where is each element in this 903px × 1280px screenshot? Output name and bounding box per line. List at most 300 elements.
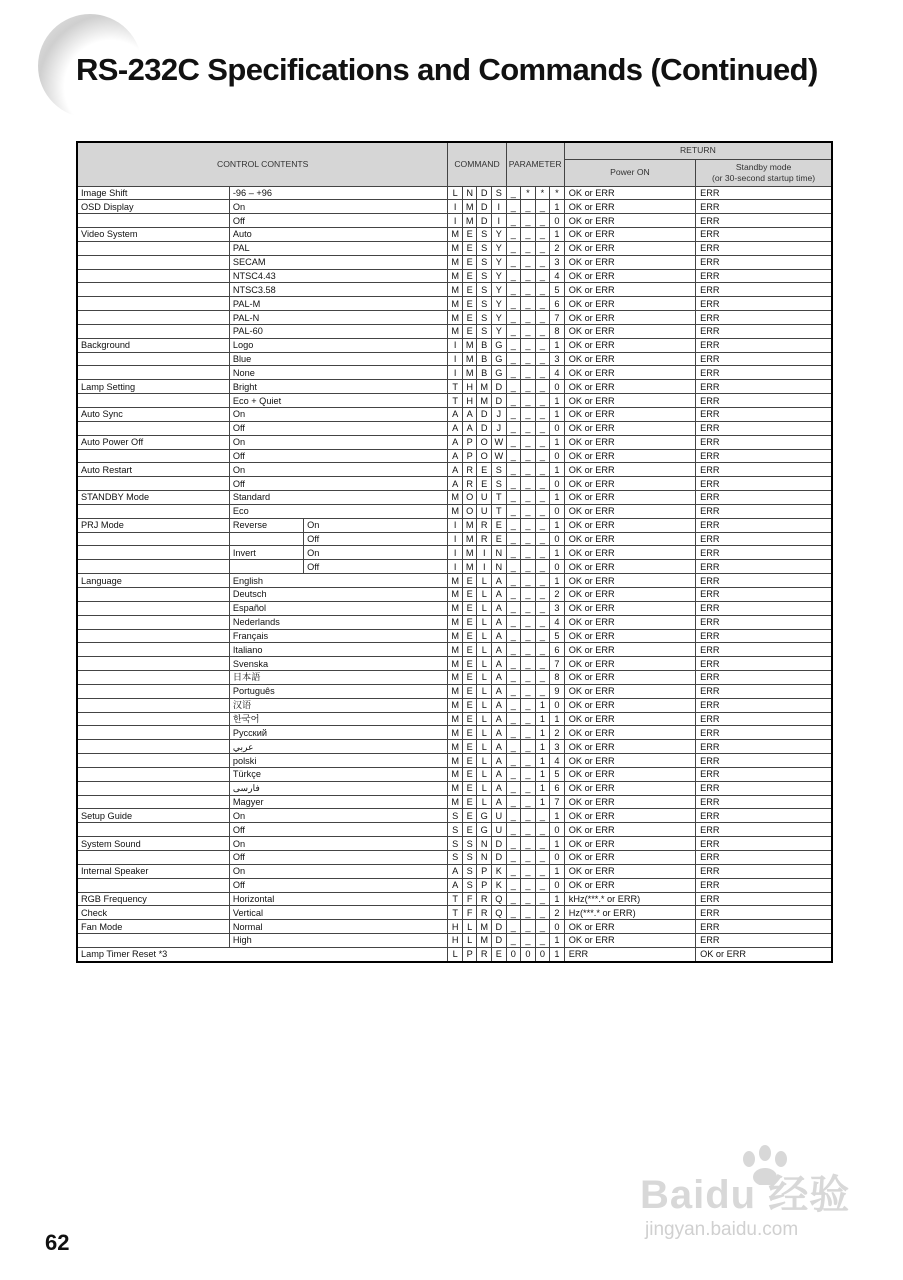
parameter-char: 4 <box>550 269 565 283</box>
return-power-on: OK or ERR <box>564 712 695 726</box>
command-char: Y <box>492 297 507 311</box>
table-row <box>77 587 832 601</box>
control-setting: عربي <box>229 740 448 754</box>
table-row <box>77 504 832 518</box>
parameter-char: _ <box>521 324 536 338</box>
parameter-char: _ <box>521 255 536 269</box>
return-standby: ERR <box>696 851 832 865</box>
return-standby: ERR <box>696 311 832 325</box>
table-row <box>77 809 832 823</box>
command-char: M <box>477 380 492 394</box>
command-char: L <box>477 587 492 601</box>
command-char: S <box>477 324 492 338</box>
parameter-char: 1 <box>550 435 565 449</box>
parameter-char: 1 <box>535 726 550 740</box>
control-setting: -96 – +96 <box>229 186 448 200</box>
control-item <box>77 311 229 325</box>
control-setting: On <box>229 408 448 422</box>
control-item <box>77 878 229 892</box>
parameter-char: 2 <box>550 726 565 740</box>
command-char: A <box>448 435 463 449</box>
parameter-char: _ <box>521 214 536 228</box>
return-power-on: OK or ERR <box>564 269 695 283</box>
table-body <box>77 186 832 962</box>
command-char: I <box>448 532 463 546</box>
parameter-char: _ <box>506 255 521 269</box>
command-char: I <box>448 338 463 352</box>
return-standby: ERR <box>696 186 832 200</box>
table-row <box>77 532 832 546</box>
parameter-char: _ <box>506 324 521 338</box>
parameter-char: _ <box>521 920 536 934</box>
parameter-char: _ <box>506 269 521 283</box>
command-char: L <box>477 767 492 781</box>
parameter-char: * <box>535 186 550 200</box>
command-char: J <box>492 421 507 435</box>
parameter-char: _ <box>506 200 521 214</box>
table-row <box>77 380 832 394</box>
parameter-char: _ <box>506 338 521 352</box>
control-item <box>77 283 229 297</box>
control-item: Auto Restart <box>77 463 229 477</box>
command-char: E <box>492 947 507 961</box>
command-char: M <box>448 684 463 698</box>
command-char: Y <box>492 241 507 255</box>
command-char: L <box>462 934 477 948</box>
parameter-char: 1 <box>550 491 565 505</box>
header-power-on: Power ON <box>564 159 695 186</box>
return-standby: ERR <box>696 864 832 878</box>
parameter-char: 7 <box>550 311 565 325</box>
parameter-char: _ <box>506 518 521 532</box>
command-char: A <box>492 698 507 712</box>
table-row <box>77 435 832 449</box>
return-power-on: OK or ERR <box>564 463 695 477</box>
return-standby: ERR <box>696 491 832 505</box>
return-standby: ERR <box>696 795 832 809</box>
command-char: T <box>448 906 463 920</box>
control-setting: Eco + Quiet <box>229 394 448 408</box>
command-char: E <box>462 283 477 297</box>
parameter-char: 1 <box>550 228 565 242</box>
parameter-char: _ <box>506 671 521 685</box>
parameter-char: 1 <box>535 712 550 726</box>
parameter-char: _ <box>521 297 536 311</box>
table-row <box>77 601 832 615</box>
table-row <box>77 726 832 740</box>
return-standby: ERR <box>696 684 832 698</box>
table-row <box>77 352 832 366</box>
control-setting: PAL-N <box>229 311 448 325</box>
parameter-char: _ <box>535 657 550 671</box>
return-standby: ERR <box>696 781 832 795</box>
command-char: B <box>477 352 492 366</box>
command-char: E <box>477 463 492 477</box>
parameter-char: _ <box>506 477 521 491</box>
command-char: I <box>448 518 463 532</box>
table-row <box>77 878 832 892</box>
parameter-char: _ <box>506 837 521 851</box>
control-item: System Sound <box>77 837 229 851</box>
command-char: M <box>462 518 477 532</box>
parameter-char: _ <box>535 352 550 366</box>
command-char: M <box>448 740 463 754</box>
parameter-char: 1 <box>535 781 550 795</box>
command-char: A <box>492 726 507 740</box>
command-char: R <box>462 477 477 491</box>
return-standby: ERR <box>696 408 832 422</box>
parameter-char: 0 <box>550 477 565 491</box>
command-table <box>76 141 833 963</box>
command-char: E <box>462 809 477 823</box>
command-char: I <box>477 546 492 560</box>
return-power-on: OK or ERR <box>564 795 695 809</box>
parameter-char: _ <box>506 574 521 588</box>
command-char: Q <box>492 906 507 920</box>
parameter-char: 9 <box>550 684 565 698</box>
table-row <box>77 767 832 781</box>
return-standby: ERR <box>696 587 832 601</box>
parameter-char: _ <box>521 435 536 449</box>
parameter-char: _ <box>535 255 550 269</box>
parameter-char: 1 <box>535 698 550 712</box>
return-power-on: OK or ERR <box>564 408 695 422</box>
command-char: F <box>462 906 477 920</box>
parameter-char: _ <box>506 934 521 948</box>
control-item <box>77 934 229 948</box>
control-setting: فارسی <box>229 781 448 795</box>
return-power-on: OK or ERR <box>564 283 695 297</box>
command-char: L <box>477 684 492 698</box>
command-char: I <box>477 560 492 574</box>
command-char: L <box>448 947 463 961</box>
parameter-char: _ <box>535 214 550 228</box>
return-power-on: OK or ERR <box>564 587 695 601</box>
control-item <box>77 767 229 781</box>
parameter-char: _ <box>506 601 521 615</box>
return-power-on: OK or ERR <box>564 338 695 352</box>
command-char: A <box>492 781 507 795</box>
control-setting: On <box>229 200 448 214</box>
page-title: RS-232C Specifications and Commands (Continued) <box>76 52 818 87</box>
table-row <box>77 269 832 283</box>
parameter-char: _ <box>535 934 550 948</box>
parameter-char: _ <box>506 754 521 768</box>
table-row <box>77 546 832 560</box>
return-standby: ERR <box>696 615 832 629</box>
control-item: Video System <box>77 228 229 242</box>
return-power-on: OK or ERR <box>564 781 695 795</box>
control-item: Background <box>77 338 229 352</box>
command-char: L <box>477 671 492 685</box>
control-setting: NTSC4.43 <box>229 269 448 283</box>
control-setting: Deutsch <box>229 587 448 601</box>
return-power-on: OK or ERR <box>564 449 695 463</box>
return-standby: ERR <box>696 504 832 518</box>
control-setting: Off <box>229 214 448 228</box>
command-char: G <box>477 809 492 823</box>
return-standby: ERR <box>696 560 832 574</box>
parameter-char: 5 <box>550 767 565 781</box>
return-power-on: OK or ERR <box>564 934 695 948</box>
command-char: A <box>448 421 463 435</box>
command-char: E <box>462 311 477 325</box>
control-item <box>77 851 229 865</box>
parameter-char: _ <box>506 463 521 477</box>
table-row <box>77 283 832 297</box>
return-power-on: OK or ERR <box>564 435 695 449</box>
parameter-char: _ <box>521 352 536 366</box>
command-char: L <box>477 657 492 671</box>
parameter-char: _ <box>535 878 550 892</box>
table-row <box>77 518 832 532</box>
control-setting: High <box>229 934 448 948</box>
command-char: O <box>477 435 492 449</box>
parameter-char: 1 <box>550 200 565 214</box>
parameter-char: _ <box>535 920 550 934</box>
return-standby: ERR <box>696 934 832 948</box>
control-item: Language <box>77 574 229 588</box>
command-char: M <box>448 297 463 311</box>
parameter-char: 1 <box>535 767 550 781</box>
return-standby: ERR <box>696 297 832 311</box>
return-standby: ERR <box>696 324 832 338</box>
return-standby: ERR <box>696 518 832 532</box>
control-item: STANDBY Mode <box>77 491 229 505</box>
control-item <box>77 477 229 491</box>
table-row <box>77 338 832 352</box>
parameter-char: 1 <box>550 934 565 948</box>
command-char: A <box>448 449 463 463</box>
control-setting: PAL-60 <box>229 324 448 338</box>
return-power-on: OK or ERR <box>564 878 695 892</box>
control-item <box>77 214 229 228</box>
table-row <box>77 781 832 795</box>
control-setting: Vertical <box>229 906 448 920</box>
parameter-char: _ <box>535 269 550 283</box>
parameter-char: _ <box>535 560 550 574</box>
parameter-char: _ <box>506 241 521 255</box>
command-char: A <box>492 574 507 588</box>
control-setting: NTSC3.58 <box>229 283 448 297</box>
return-standby: ERR <box>696 837 832 851</box>
command-char: D <box>492 837 507 851</box>
table-row <box>77 643 832 657</box>
return-power-on: OK or ERR <box>564 837 695 851</box>
parameter-char: 1 <box>550 864 565 878</box>
parameter-char: _ <box>506 615 521 629</box>
table-row <box>77 574 832 588</box>
parameter-char: _ <box>535 297 550 311</box>
parameter-char: _ <box>535 241 550 255</box>
return-power-on: OK or ERR <box>564 324 695 338</box>
parameter-char: _ <box>521 574 536 588</box>
parameter-char: * <box>521 186 536 200</box>
return-standby: ERR <box>696 380 832 394</box>
command-char: Q <box>492 892 507 906</box>
return-standby: ERR <box>696 214 832 228</box>
control-item <box>77 394 229 408</box>
table-row <box>77 366 832 380</box>
control-item: Setup Guide <box>77 809 229 823</box>
control-setting: Standard <box>229 491 448 505</box>
command-char: N <box>462 186 477 200</box>
return-standby: ERR <box>696 352 832 366</box>
command-char: D <box>492 394 507 408</box>
control-sub-setting: Off <box>304 532 448 546</box>
command-char: M <box>448 587 463 601</box>
command-char: S <box>462 864 477 878</box>
command-char: M <box>477 394 492 408</box>
parameter-char: _ <box>506 795 521 809</box>
command-char: I <box>492 200 507 214</box>
parameter-char: _ <box>521 781 536 795</box>
table-row <box>77 740 832 754</box>
parameter-char: _ <box>521 657 536 671</box>
control-item <box>77 324 229 338</box>
control-item <box>77 657 229 671</box>
control-setting: On <box>229 435 448 449</box>
return-power-on: OK or ERR <box>564 311 695 325</box>
parameter-char: _ <box>521 449 536 463</box>
parameter-char: _ <box>521 241 536 255</box>
control-setting: Русский <box>229 726 448 740</box>
command-char: S <box>462 837 477 851</box>
command-char: P <box>477 878 492 892</box>
command-char: S <box>477 228 492 242</box>
command-char: L <box>477 643 492 657</box>
return-standby: ERR <box>696 228 832 242</box>
parameter-char: _ <box>535 463 550 477</box>
parameter-char: 4 <box>550 366 565 380</box>
control-item <box>77 546 229 560</box>
parameter-char: _ <box>535 380 550 394</box>
command-char: R <box>477 518 492 532</box>
return-power-on: OK or ERR <box>564 643 695 657</box>
control-setting: Off <box>229 449 448 463</box>
command-char: I <box>448 200 463 214</box>
command-char: N <box>477 851 492 865</box>
parameter-char: 1 <box>550 394 565 408</box>
parameter-char: _ <box>521 851 536 865</box>
parameter-char: _ <box>506 435 521 449</box>
command-char: S <box>462 878 477 892</box>
return-standby: ERR <box>696 601 832 615</box>
command-char: S <box>448 837 463 851</box>
parameter-char: _ <box>506 823 521 837</box>
parameter-char: _ <box>506 629 521 643</box>
parameter-char: 1 <box>550 463 565 477</box>
command-char: M <box>448 241 463 255</box>
return-power-on: OK or ERR <box>564 629 695 643</box>
return-power-on: kHz(***.* or ERR) <box>564 892 695 906</box>
control-setting: polski <box>229 754 448 768</box>
command-char: E <box>462 657 477 671</box>
command-char: A <box>448 878 463 892</box>
control-setting: Bright <box>229 380 448 394</box>
control-item <box>77 560 229 574</box>
command-char: P <box>477 864 492 878</box>
table-row <box>77 408 832 422</box>
parameter-char: _ <box>521 366 536 380</box>
command-char: M <box>448 228 463 242</box>
control-item <box>77 726 229 740</box>
table-row <box>77 477 832 491</box>
return-power-on: OK or ERR <box>564 657 695 671</box>
return-standby: ERR <box>696 823 832 837</box>
return-power-on: OK or ERR <box>564 560 695 574</box>
parameter-char: _ <box>521 560 536 574</box>
command-char: G <box>492 338 507 352</box>
return-standby: ERR <box>696 906 832 920</box>
command-char: S <box>462 851 477 865</box>
control-item <box>77 698 229 712</box>
return-power-on: OK or ERR <box>564 394 695 408</box>
command-char: M <box>448 269 463 283</box>
control-setting: Reverse <box>229 518 303 532</box>
table-row <box>77 311 832 325</box>
parameter-char: _ <box>535 629 550 643</box>
parameter-char: _ <box>521 643 536 657</box>
command-char: A <box>492 712 507 726</box>
table-row <box>77 698 832 712</box>
parameter-char: 1 <box>550 892 565 906</box>
return-standby: ERR <box>696 878 832 892</box>
command-char: T <box>448 892 463 906</box>
parameter-char: _ <box>521 546 536 560</box>
control-item <box>77 366 229 380</box>
parameter-char: _ <box>535 671 550 685</box>
control-setting: None <box>229 366 448 380</box>
parameter-char: _ <box>521 421 536 435</box>
parameter-char: _ <box>521 463 536 477</box>
command-char: I <box>448 546 463 560</box>
command-char: S <box>448 809 463 823</box>
command-char: A <box>448 477 463 491</box>
command-char: A <box>492 601 507 615</box>
table-row <box>77 186 832 200</box>
parameter-char: _ <box>535 546 550 560</box>
parameter-char: _ <box>521 671 536 685</box>
parameter-char: _ <box>506 394 521 408</box>
parameter-char: _ <box>506 906 521 920</box>
command-char: M <box>448 491 463 505</box>
return-power-on: OK or ERR <box>564 214 695 228</box>
control-setting <box>229 560 303 574</box>
table-row <box>77 241 832 255</box>
return-standby: ERR <box>696 477 832 491</box>
control-item <box>77 781 229 795</box>
command-char: M <box>462 546 477 560</box>
parameter-char: _ <box>506 366 521 380</box>
parameter-char: 3 <box>550 601 565 615</box>
return-power-on: OK or ERR <box>564 920 695 934</box>
table-row <box>77 421 832 435</box>
command-char: Y <box>492 311 507 325</box>
return-power-on: OK or ERR <box>564 255 695 269</box>
parameter-char: _ <box>506 283 521 297</box>
parameter-char: _ <box>521 698 536 712</box>
command-char: L <box>477 629 492 643</box>
command-char: L <box>448 186 463 200</box>
control-setting: Blue <box>229 352 448 366</box>
command-char: L <box>477 601 492 615</box>
control-setting: On <box>229 809 448 823</box>
command-char: M <box>462 338 477 352</box>
command-char: R <box>477 892 492 906</box>
command-char: E <box>462 795 477 809</box>
parameter-char: _ <box>535 394 550 408</box>
